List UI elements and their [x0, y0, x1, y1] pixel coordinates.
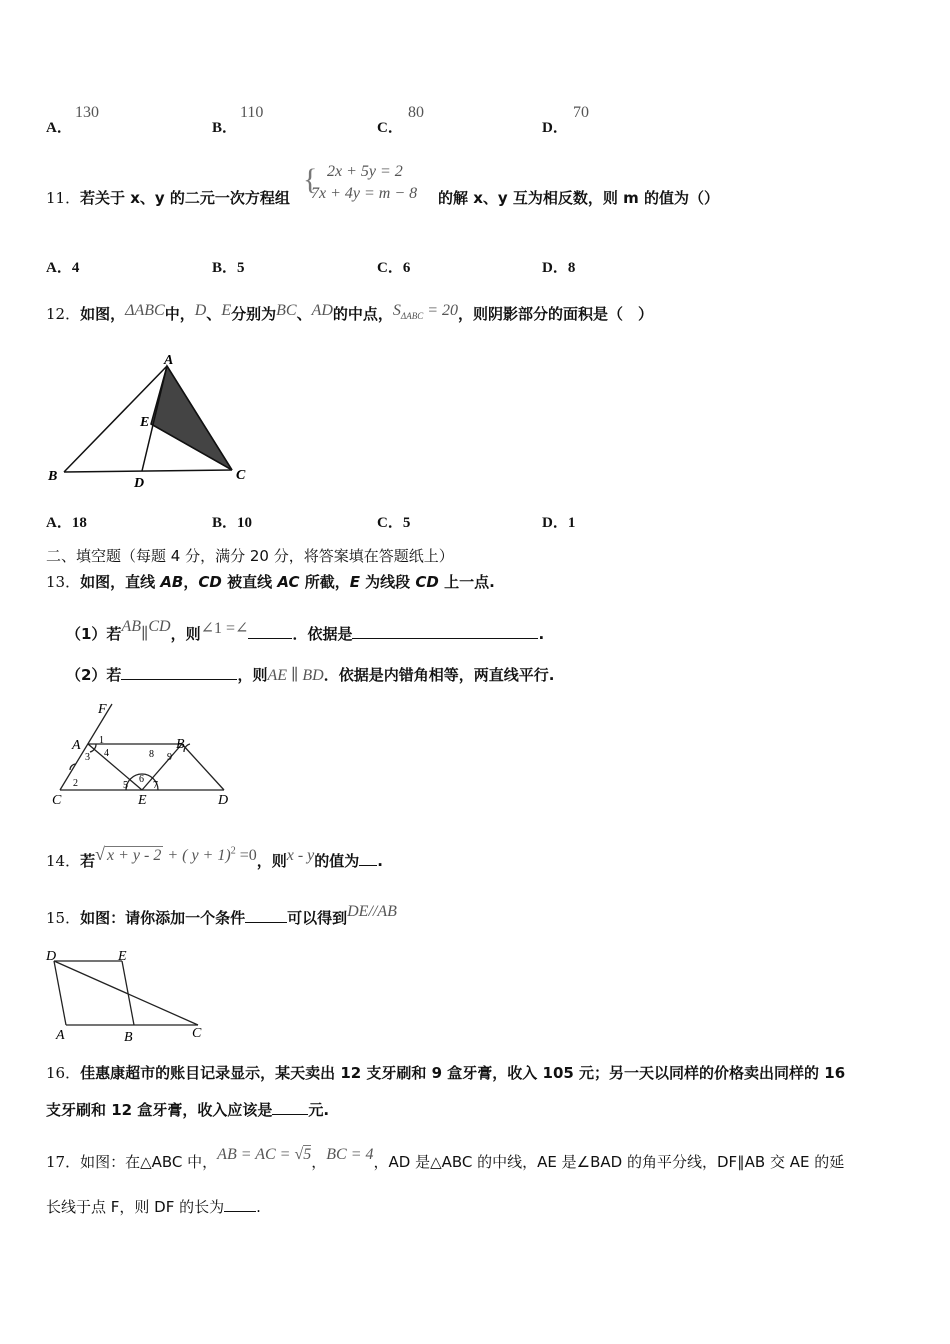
angle-7: 7	[153, 780, 158, 791]
q10-option-d-value: 70	[573, 104, 589, 121]
math-triangle-abc: ΔABC	[125, 302, 165, 319]
angle-8: 8	[149, 749, 154, 760]
angle-6: 6	[139, 774, 144, 785]
section-heading: 二、填空题（每题 4 分，满分 20 分，将答案填在答题纸上）	[46, 547, 454, 565]
q13-part1: （1）若AB∥CD，则∠1 =∠ ．依据是 .	[66, 618, 545, 643]
label-b: B	[124, 1030, 133, 1045]
math-area: $S_{\Delta ABC} = 20$	[392, 302, 458, 322]
label-a: A	[72, 738, 81, 753]
equation-1: 2x + 5y = 2	[327, 163, 403, 180]
angle-9: 9	[167, 752, 172, 763]
q12-option-a: A．18	[46, 515, 87, 531]
q15-figure	[42, 945, 212, 1045]
q10-option-c	[377, 116, 403, 137]
q11-option-b: B．5	[212, 260, 245, 276]
answer-blank[interactable]	[272, 1100, 308, 1115]
angle-1: 1	[99, 735, 104, 746]
segment-dc	[54, 961, 198, 1025]
label-d: D	[218, 793, 229, 808]
q11-option-d: D．8	[542, 260, 576, 276]
q12-option-d: D．1	[542, 515, 576, 531]
label-a: A	[56, 1028, 65, 1043]
q16-line2: 支牙刷和 12 盒牙膏，收入应该是 元.	[46, 1101, 330, 1119]
q17-line2: 长线于点 F，则 DF 的长为 .	[46, 1198, 261, 1216]
option-label: C．	[377, 120, 403, 136]
sqrt-icon: √	[95, 844, 105, 864]
q11-option-a: A．4	[46, 260, 80, 276]
angle-4: 4	[104, 748, 109, 759]
answer-blank[interactable]	[121, 665, 237, 680]
label-c: C	[52, 793, 62, 808]
label-e: E	[140, 415, 150, 430]
equation-2: 7x + 4y = m − 8	[311, 185, 418, 202]
q12-question: 12．如图，ΔABC中，D、E分别为BC、AD的中点，$S_{\Delta ABC} = 20$，则阴影部分的面积是（ ）	[46, 302, 654, 323]
label-d: D	[134, 476, 145, 491]
q11-option-c: C．6	[377, 260, 411, 276]
answer-blank[interactable]	[359, 851, 377, 866]
label-b: B	[48, 469, 58, 484]
angle-2: 2	[73, 778, 78, 789]
math-expression: √ x + y - 2 + ( y + 1)$^2$ =0	[95, 844, 257, 864]
q10-option-a	[46, 116, 72, 137]
q11-equation-system	[303, 163, 438, 209]
label-c: C	[236, 468, 246, 483]
answer-blank[interactable]	[224, 1197, 256, 1212]
angle-5: 5	[123, 780, 128, 791]
q10-option-d	[542, 116, 568, 137]
q11-number: 11．	[46, 189, 81, 207]
q12-figure	[40, 350, 260, 495]
q11-suffix: 的解 x、y 互为相反数，则 m 的值为（）	[438, 189, 719, 207]
angle-arc	[184, 744, 190, 752]
option-label: D．	[542, 120, 568, 136]
q10-option-b-value: 110	[240, 104, 264, 121]
line-ae	[88, 744, 142, 790]
option-label: A．	[46, 120, 72, 136]
label-f: F	[98, 702, 107, 717]
q15-question: 15．如图：请你添加一个条件 可以得到DE//AB	[46, 903, 397, 927]
label-d: D	[46, 949, 57, 964]
answer-blank[interactable]	[352, 624, 538, 639]
segment-eb	[122, 961, 134, 1025]
sqrt-icon: √	[294, 1146, 304, 1163]
answer-blank[interactable]	[248, 624, 292, 639]
label-c: C	[192, 1026, 202, 1041]
q17-line1: 17．如图：在△ABC 中，AB = AC = √5，BC = 4，AD 是△ABC 的中线，AE 是∠BAD 的角平分线，DF∥AB 交 AE 的延	[46, 1146, 845, 1171]
q12-option-b: B．10	[212, 515, 253, 531]
label-a: A	[164, 353, 174, 368]
q16-line1: 16．佳惠康超市的账目记录显示，某天卖出 12 支牙刷和 9 盒牙膏，收入 105 元；另一天以同样的价格卖出同样的 16	[46, 1064, 846, 1082]
q10-option-c-value: 80	[408, 104, 424, 121]
q13-figure	[46, 700, 236, 810]
label-e: E	[138, 793, 147, 808]
segment-ad	[54, 961, 66, 1025]
math-ab-ac: AB = AC = √5	[217, 1146, 312, 1163]
label-e: E	[118, 949, 127, 964]
q13-part2: （2）若 ，则AE ∥ BD．依据是内错角相等，两直线平行.	[66, 666, 555, 684]
side-ab	[64, 366, 167, 472]
answer-blank[interactable]	[245, 908, 287, 923]
q12-option-c: C．5	[377, 515, 411, 531]
label-b: B	[176, 737, 185, 752]
q13-question: 13．如图，直线 AB，CD 被直线 AC 所截，E 为线段 CD 上一点.	[46, 573, 495, 591]
angle-3: 3	[85, 752, 90, 763]
q14-question: 14．若√ x + y - 2 + ( y + 1)$^2$ =0，则x - y的值为 .	[46, 844, 383, 870]
q10-option-b	[212, 116, 237, 137]
side-bc	[64, 470, 232, 472]
brace-icon: {	[303, 163, 318, 196]
option-label: B．	[212, 120, 238, 136]
q11-prefix: 若关于 x、y 的二元一次方程组	[80, 189, 290, 207]
line-bd	[182, 744, 224, 790]
q10-option-a-value: 130	[75, 104, 99, 121]
